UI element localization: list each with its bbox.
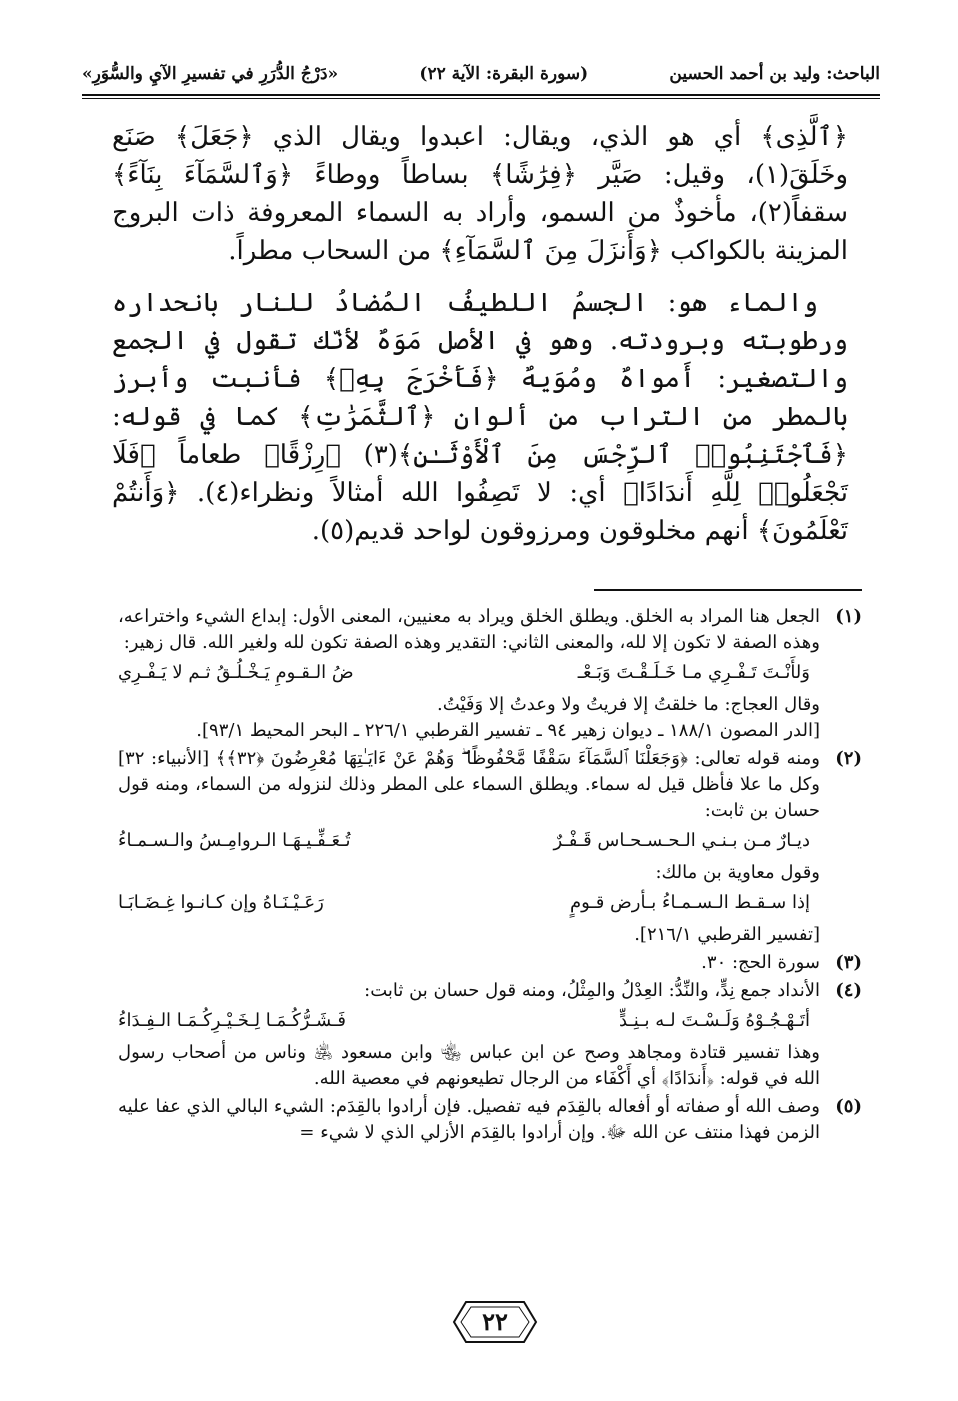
footnote-text: وصف الله أو صفاته أو أفعاله بالقِدَم فيه تفصيل. فإن أرادوا بالقِدَم: الشيء البالي الذي عفا عليه الزمن فهذا منتف عن الله ﷻ. وإن أرادوا بالقِدَم الأزلي الذي لا شيء =	[118, 1096, 820, 1143]
header-author: الباحث: وليد بن أحمد الحسين	[669, 64, 880, 84]
footnote-text: وقول معاوية بن مالك:	[655, 862, 820, 883]
verse-second-half: ضُ الـقـومِ يَـخْـلُـقُ ثـم لا يَـفْـرِي	[118, 662, 354, 683]
footnote-sources: [تفسير القرطبي ٢١٦/١].	[634, 924, 820, 945]
footnote-number: (٣)	[835, 952, 862, 973]
main-text	[112, 118, 848, 564]
header-rule-thin	[82, 98, 880, 99]
footnote-2	[118, 746, 862, 948]
footnote-body	[118, 746, 820, 948]
verse-first-half: وَلأَنْـتَ تَـفْـرِي مـا خَـلَـقْـتَ وَبَـعْـ	[577, 662, 810, 683]
footnote-text: ومنه قوله تعالى: ﴿وَجَعَلْنَا ٱلسَّمَآءَ سَقْفًا مَّحْفُوظًا ۖ وَهُمْ عَنْ ءَايَـٰتِهَا مُعْرِضُونَ ﴿٣٢﴾﴾ [الأنبياء: ٣٢] وكل ما علا فأظل قيل له سماء. ويطلق السماء على المطر وذلك لنزوله من السماء، ومنه قول حسان بن ثابت:	[118, 748, 820, 821]
page-number: ٢٢	[482, 1307, 508, 1336]
footnote-text: الأنداد جمع نِدٍّ، والنِّدُّ: العِدْلُ والمِثْلُ، ومنه قول حسان بن ثابت:	[364, 980, 820, 1001]
footnote-4	[118, 978, 862, 1092]
page-number-ornament	[452, 1300, 538, 1344]
footnotes	[118, 604, 862, 1148]
footnote-3	[118, 950, 862, 976]
verse-second-half: فَـشَـرُّكُـمَـا لِـخَـيْـرِكُـمَـا الـفِـدَاءُ	[118, 1010, 346, 1031]
footnote-number: (١)	[835, 606, 862, 627]
footnote-body	[118, 604, 820, 744]
footnote-5	[118, 1094, 862, 1146]
header-book-title: «دَرْجُ الدُّرَرِ في تفسيرِ الآيِ والسُّوَرِ»	[82, 64, 339, 84]
verse-second-half: تُـعَـفِّـيـهَـا الـروامِـسُ والـسـمـاءُ	[118, 830, 351, 851]
footnote-number: (٤)	[835, 980, 862, 1001]
header-rule	[82, 94, 880, 96]
footnote-body	[118, 978, 820, 1092]
footnote-number: (٢)	[835, 748, 862, 769]
verse-first-half: ديـارٌ مـن بـنـي الـحـسـحـاس قَـفْـرٌ	[553, 830, 810, 851]
footnote-sources: [الدر المصون ١٨٨/١ ـ ديوان زهير ٩٤ ـ تفسير القرطبي ٢٢٦/١ ـ البحر المحيط ٩٣/١].	[196, 720, 820, 741]
footnote-separator	[594, 589, 862, 591]
running-header	[82, 56, 880, 92]
footnote-text: وهذا تفسير قتادة ومجاهد وصح عن ابن عباس ﵄ وابن مسعود ﵁ وناس من أصحاب رسول الله في قوله: ﴿أَندَادًا﴾ أي أَكْفَاء من الرجال تطيعونهم في معصية الله.	[118, 1042, 820, 1089]
verse-second-half: رَعَـيْـنَـاهُ وإن كـانـوا غِـضَـابَـا	[118, 892, 324, 913]
verse-first-half: أتَـهْـجُـوْهُ وَلَـسْـتَ لـه بـنِـدٍّ	[619, 1010, 810, 1031]
tafsir-paragraph: ﴿ٱلَّذِى﴾ أي هو الذي، ويقال: اعبدوا ويقال الذي ﴿جَعَلَ﴾ صَنَع وخَلَقَ(١)، وقيل: صَيَّر ﴿فِرَٰشًا﴾ بساطاً ووطاءً ﴿وَٱلسَّمَآءَ بِنَآءً﴾ سقفاً(٢)، مأخوذٌ من السمو، وأراد به السماء المعروفة ذات البروج المزينة بالكواكب ﴿وَأَنزَلَ مِنَ ٱلسَّمَآءِ﴾ من السحاب مطراً.	[112, 122, 848, 266]
verse-first-half: إذا سـقـط الـسـمـاءُ بـأرض قـومٍ	[570, 892, 810, 913]
footnote-text: وقال العجاج: ما خلقتُ إلا فريتُ ولا وعدتُ إلا وَفَيْتُ.	[437, 694, 820, 715]
footnote-body	[118, 1094, 820, 1146]
footnote-number: (٥)	[835, 1096, 862, 1117]
poem-verse	[118, 1004, 820, 1040]
footnote-text: سورة الحج: ٣٠.	[701, 952, 820, 973]
poem-verse	[118, 886, 820, 922]
footnote-1	[118, 604, 862, 744]
tafsir-paragraph: والماء هو: الجسمُ اللطيفُ المُضادُ للنار بانحداره ورطوبته وبرودته. وهو في الأصل مَوَهٌ لأنّك تقول في الجمع والتصغير: أَمواهٌ ومُوَيهٌ ﴿فَأَخْرَجَ بِهِۦ﴾ فأنبت وأبرز بالمطر من التراب من ألوان ﴿ٱلثَّمَرَٰتِ﴾ كما في قوله: ﴿فَٱجْتَنِبُوا۟ ٱلرِّجْسَ مِنَ ٱلْأَوْثَـٰنِ﴾(٣) ﴿رِزْقًا﴾ طعاماً ﴿فَلَا تَجْعَلُوا۟ لِلَّهِ أَندَادًا﴾ أي: لا تَصِفُوا الله أمثالاً ونظراء(٤). ﴿وَأَنتُمْ تَعْلَمُونَ﴾ أنهم مخلوقون ومرزوقون لواحد قديم(٥).	[112, 288, 848, 546]
poem-verse	[118, 824, 820, 860]
poem-verse	[118, 656, 820, 692]
header-verse-reference: (سورة البقرة: الآية ٢٢)	[419, 64, 589, 84]
footnote-body	[118, 950, 820, 976]
footnote-text: الجعل هنا المراد به الخلق. ويطلق الخلق ويراد به معنيين، المعنى الأول: إبداع الشيء واختراعه، وهذه الصفة لا تكون إلا لله، والمعنى الثاني: التقدير وهذه الصفة تكون لله ولغير الله. قال زهير:	[118, 606, 820, 653]
